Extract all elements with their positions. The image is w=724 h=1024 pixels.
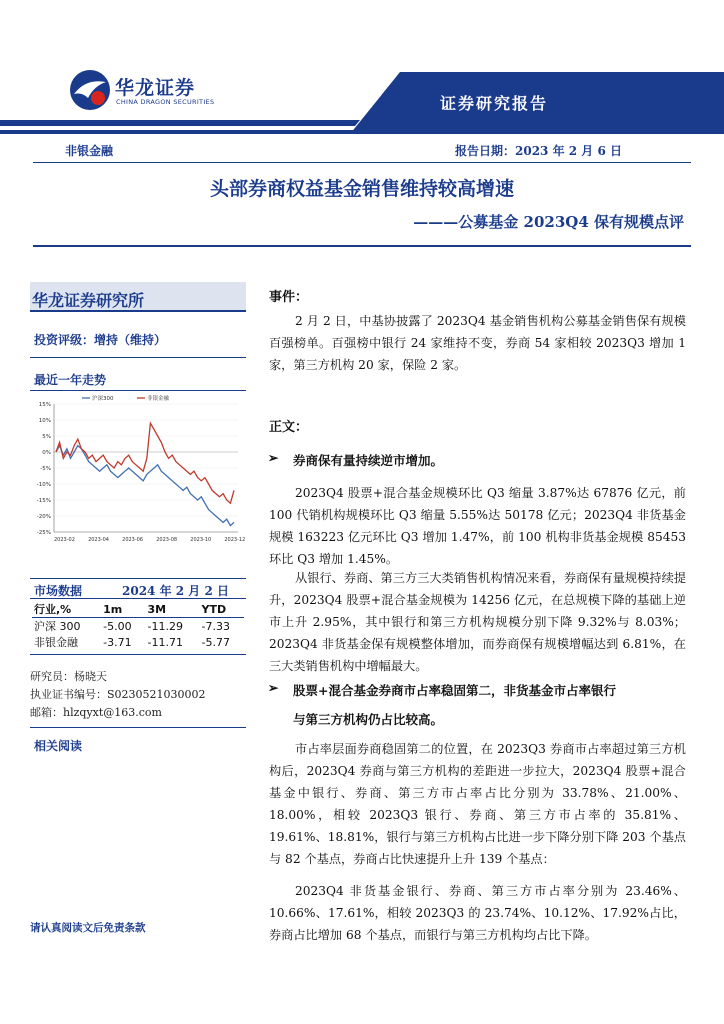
series-line-2 (56, 423, 234, 503)
legend-label: 沪深300 (92, 396, 114, 402)
body-paragraph-1: 2023Q4 股票+混合基金规模环比 Q3 缩量 3.87%达 67876 亿元，前 100 代销机构规模环比 Q3 缩量 5.55%达 50178 亿元；2023Q4 非货基金规模 163223 亿元环比 Q3 增加 1.47%，前 100 机构非货基金规模 85453 环比 Q3 增加 1.45%。 (269, 486, 686, 566)
table-cell: -5.77 (201, 635, 231, 649)
header-banner (0, 72, 724, 134)
table-header-cell: YTD (201, 602, 227, 616)
table-cell: -11.29 (147, 619, 183, 633)
divider (30, 578, 246, 579)
sector-label: 非银金融 (65, 144, 114, 158)
divider (30, 727, 246, 728)
divider (33, 245, 691, 247)
legend-label: 非银金融 (147, 396, 170, 402)
page-title: 头部券商权益基金销售维持较高增速 (209, 178, 514, 200)
market-data-table (32, 601, 244, 650)
y-tick-label: 0% (42, 450, 51, 456)
x-tick-label: 2023-10 (190, 537, 212, 543)
logo-subtitle: CHINA DRAGON SECURITIES (116, 98, 215, 106)
divider (30, 310, 246, 312)
y-tick-label: -5% (40, 466, 51, 472)
analyst-email: 邮箱：hlzqyxt@163.com (30, 706, 162, 719)
logo-name: 华龙证券 (115, 77, 196, 99)
y-tick-label: -15% (36, 498, 51, 504)
market-data-date: 2024 年 2 月 2 日 (122, 584, 229, 598)
table-header-cell: 行业,% (34, 603, 72, 616)
bullet-heading-1: 券商保有量持续逆市增加。 (293, 453, 444, 468)
analyst-name: 研究员：杨晓天 (30, 670, 107, 683)
y-tick-label: -20% (36, 514, 51, 520)
bullet-heading-2b: 与第三方机构仍占比较高。 (293, 712, 444, 727)
table-row (32, 634, 244, 650)
x-tick-label: 2023-06 (122, 537, 144, 543)
table-cell: -3.71 (103, 635, 132, 649)
bullet-heading-2a: 股票+混合基金券商市占率稳固第二，非货基金市占率银行 (293, 683, 616, 698)
table-header-row (32, 601, 244, 618)
table-cell: 非银金融 (34, 636, 78, 649)
x-tick-label: 2023-12 (224, 537, 246, 543)
y-tick-label: -10% (36, 482, 51, 488)
market-data-label: 市场数据 (34, 584, 83, 598)
bullet-icon: ➢ (268, 450, 279, 465)
table-header-cell: 1m (103, 602, 123, 616)
table-cell: -11.71 (147, 635, 183, 649)
related-reading-label: 相关阅读 (34, 739, 83, 753)
y-tick-label: 5% (42, 434, 51, 440)
divider (33, 162, 691, 163)
trend-chart (30, 392, 246, 550)
body-paragraph-3: 市占率层面券商稳固第二的位置，在 2023Q3 券商市占率超过第三方机构后，2023Q4 券商与第三方机构的差距进一步拉大，2023Q4 股票+混合基金中银行、券商、第三方市占率占比分别为 33.78%、21.00%、18.00%，相较 2023Q3 银行、券商、第三方市占率的 35.81%、19.61%、18.81%，银行与第三方机构占比进一步下降分别下降 203 个基点与 82 个基点，券商占比快速提升上升 139 个基点： (269, 742, 686, 866)
table-cell: 沪深 300 (34, 620, 81, 633)
table-cell: -5.00 (103, 619, 132, 633)
y-tick-label: 15% (38, 402, 51, 408)
analyst-cert: 执业证书编号：S0230521030002 (30, 688, 206, 701)
x-tick-label: 2023-08 (156, 537, 178, 543)
x-tick-label: 2023-02 (54, 537, 75, 543)
body-paragraph-2: 从银行、券商、第三方三大类销售机构情况来看，券商保有量规模持续提升，2023Q4 股票+混合基金规模为 14256 亿元，在总规模下降的基础上逆市上升 2.95%，其中银行和第三方机构规模分别下降 9.32%与 8.03%；2023Q4 非货基金保有规模整体增加，而券商保有规模增幅达到 6.81%，在三大类销售机构中增幅最大。 (269, 571, 686, 673)
bullet-icon: ➢ (268, 680, 279, 695)
event-heading: 事件： (269, 290, 309, 305)
body-paragraph-4: 2023Q4 非货基金银行、券商、第三方市占率分别为 23.46%、10.66%、17.61%，相较 2023Q3 的 23.74%、10.12%、17.92%占比，券商占比增加 68 个基点，而银行与第三方机构均占比下降。 (269, 884, 686, 942)
institute-name: 华龙证券研究所 (32, 291, 145, 310)
investment-rating: 投资评级：增持（维持） (34, 333, 167, 347)
divider (30, 390, 246, 391)
series-line-1 (56, 446, 234, 526)
disclaimer-note: 请认真阅读文后免责条款 (30, 922, 146, 934)
main-heading: 正文： (269, 420, 309, 435)
x-tick-label: 2023-04 (88, 537, 109, 543)
page-subtitle: ———公募基金 2023Q4 保有规模点评 (413, 213, 684, 231)
trend-title: 最近一年走势 (34, 373, 107, 387)
report-date: 报告日期：2023 年 2 月 6 日 (455, 144, 622, 158)
divider (30, 357, 246, 358)
table-row (32, 618, 244, 635)
divider (30, 598, 246, 599)
divider (30, 654, 246, 655)
event-paragraph: 2 月 2 日，中基协披露了 2023Q4 基金销售机构公募基金销售保有规模百强榜单。百强榜中银行 24 家维持不变，券商 54 家相较 2023Q3 增加 1 家，第三方机构 20 家，保险 2 家。 (269, 314, 686, 372)
table-header-cell: 3M (147, 602, 167, 616)
table-cell: -7.33 (201, 619, 231, 633)
y-tick-label: 10% (38, 418, 51, 424)
report-type-label: 证券研究报告 (440, 94, 549, 113)
y-tick-label: -25% (36, 530, 51, 536)
